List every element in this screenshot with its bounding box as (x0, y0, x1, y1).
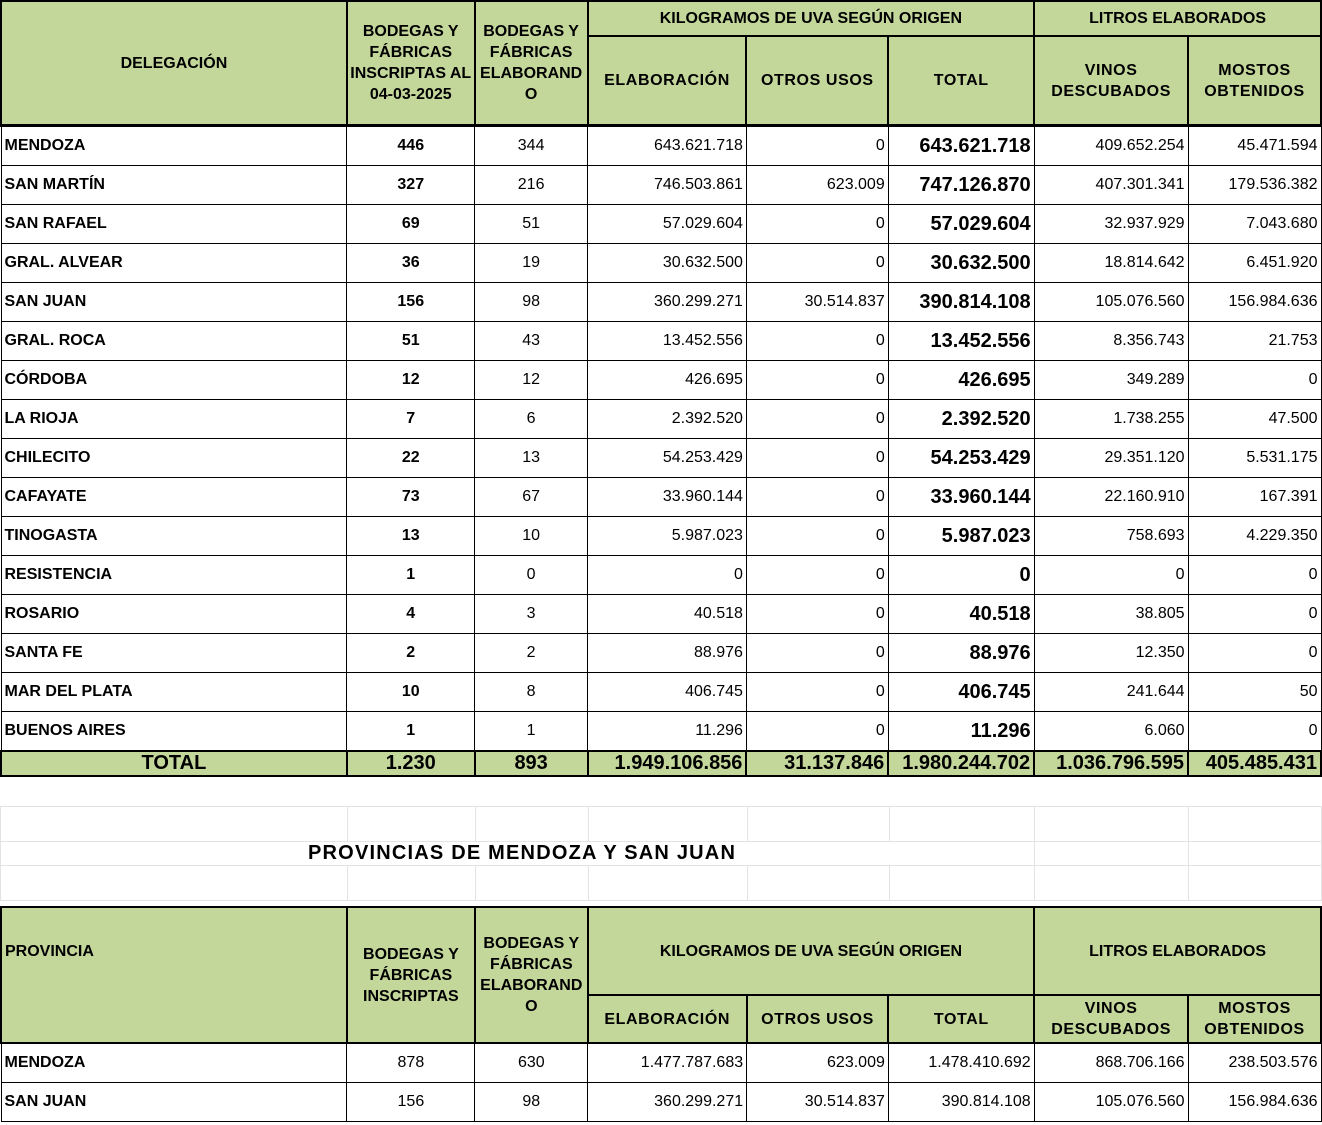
row-inscriptas: 10 (347, 673, 475, 712)
row-total: 13.452.556 (888, 322, 1034, 361)
header-elaborando: BODEGAS Y FÁBRICAS ELABORAND O (475, 1, 588, 126)
row-total: 1.478.410.692 (888, 1043, 1034, 1083)
row-total: 40.518 (888, 595, 1034, 634)
row-mostos: 0 (1188, 634, 1321, 673)
row-mostos: 45.471.594 (1188, 126, 1321, 166)
table-row (1, 478, 1321, 517)
row-inscriptas: 156 (347, 283, 475, 322)
header-elaboracion: ELABORACIÓN (588, 36, 747, 126)
row-otros: 0 (746, 361, 888, 400)
header-kg-group-2: KILOGRAMOS DE UVA SEGÚN ORIGEN (588, 907, 1034, 995)
row-name: ROSARIO (1, 595, 347, 634)
row-name: SAN JUAN (1, 283, 347, 322)
header-kg-group: KILOGRAMOS DE UVA SEGÚN ORIGEN (588, 1, 1035, 36)
table-row (1, 205, 1321, 244)
row-inscriptas: 73 (347, 478, 475, 517)
table-row (1, 634, 1321, 673)
row-vinos: 22.160.910 (1034, 478, 1188, 517)
header-inscriptas-2: BODEGAS Y FÁBRICAS INSCRIPTAS (347, 907, 475, 1043)
row-vinos: 409.652.254 (1034, 126, 1188, 166)
row-inscriptas: 36 (347, 244, 475, 283)
row-elaborando: 2 (475, 634, 588, 673)
row-elaborando: 98 (475, 1083, 588, 1122)
row-name: SANTA FE (1, 634, 347, 673)
row-elaboracion: 746.503.861 (588, 166, 747, 205)
row-vinos: 1.738.255 (1034, 400, 1188, 439)
row-total: 54.253.429 (888, 439, 1034, 478)
row-total: 33.960.144 (888, 478, 1034, 517)
row-otros: 30.514.837 (747, 1083, 889, 1122)
row-inscriptas: 69 (347, 205, 475, 244)
row-mostos: 47.500 (1188, 400, 1321, 439)
row-vinos: 0 (1034, 556, 1188, 595)
row-elaborando: 6 (475, 400, 588, 439)
row-name: BUENOS AIRES (1, 712, 347, 752)
row-otros: 0 (746, 556, 888, 595)
row-elaborando: 12 (475, 361, 588, 400)
row-elaboracion: 5.987.023 (588, 517, 747, 556)
row-name: SAN JUAN (1, 1083, 347, 1122)
row-inscriptas: 446 (347, 126, 475, 166)
row-otros: 623.009 (747, 1043, 889, 1083)
row-elaborando: 0 (475, 556, 588, 595)
row-otros: 30.514.837 (746, 283, 888, 322)
header-mostos: MOSTOS OBTENIDOS (1188, 36, 1321, 126)
row-mostos: 7.043.680 (1188, 205, 1321, 244)
row-name: MAR DEL PLATA (1, 673, 347, 712)
row-vinos: 407.301.341 (1034, 166, 1188, 205)
row-mostos: 50 (1188, 673, 1321, 712)
row-elaborando: 216 (475, 166, 588, 205)
row-otros: 0 (746, 244, 888, 283)
row-name: SAN RAFAEL (1, 205, 347, 244)
row-mostos: 0 (1188, 595, 1321, 634)
row-name: CHILECITO (1, 439, 347, 478)
row-elaboracion: 0 (588, 556, 747, 595)
header-otros-usos-2: OTROS USOS (747, 995, 889, 1043)
row-mostos: 0 (1188, 712, 1321, 752)
row-total: 390.814.108 (888, 283, 1034, 322)
row-elaboracion: 57.029.604 (588, 205, 747, 244)
row-elaborando: 10 (475, 517, 588, 556)
row-elaborando: 344 (475, 126, 588, 166)
provincias-table (0, 906, 1322, 1122)
row-mostos: 0 (1188, 556, 1321, 595)
row-name: GRAL. ALVEAR (1, 244, 347, 283)
table-row (1, 673, 1321, 712)
row-name: TINOGASTA (1, 517, 347, 556)
total-otros: 31.137.846 (746, 751, 888, 776)
header-otros-usos: OTROS USOS (746, 36, 888, 126)
row-mostos: 0 (1188, 361, 1321, 400)
row-mostos: 156.984.636 (1188, 1083, 1321, 1122)
row-elaboracion: 1.477.787.683 (588, 1043, 747, 1083)
row-otros: 0 (746, 439, 888, 478)
table-row (1, 322, 1321, 361)
row-total: 390.814.108 (888, 1083, 1034, 1122)
row-name: MENDOZA (1, 1043, 347, 1083)
row-vinos: 6.060 (1034, 712, 1188, 752)
row-name: MENDOZA (1, 126, 347, 166)
row-otros: 0 (746, 478, 888, 517)
row-mostos: 6.451.920 (1188, 244, 1321, 283)
row-inscriptas: 22 (347, 439, 475, 478)
row-otros: 0 (746, 634, 888, 673)
row-mostos: 238.503.576 (1188, 1043, 1321, 1083)
header-inscriptas: BODEGAS Y FÁBRICAS INSCRIPTAS AL 04-03-2025 (347, 1, 475, 126)
table-row (1, 556, 1321, 595)
row-name: SAN MARTÍN (1, 166, 347, 205)
delegaciones-body (1, 126, 1321, 752)
total-total: 1.980.244.702 (888, 751, 1034, 776)
row-elaborando: 8 (475, 673, 588, 712)
row-inscriptas: 1 (347, 712, 475, 752)
row-elaboracion: 33.960.144 (588, 478, 747, 517)
total-mostos: 405.485.431 (1188, 751, 1321, 776)
table-row (1, 712, 1321, 752)
row-name: CÓRDOBA (1, 361, 347, 400)
row-mostos: 179.536.382 (1188, 166, 1321, 205)
row-vinos: 18.814.642 (1034, 244, 1188, 283)
section-title: PROVINCIAS DE MENDOZA Y SAN JUAN (1, 842, 1035, 866)
row-elaboracion: 406.745 (588, 673, 747, 712)
row-otros: 0 (746, 673, 888, 712)
row-total: 30.632.500 (888, 244, 1034, 283)
row-vinos: 349.289 (1034, 361, 1188, 400)
row-mostos: 167.391 (1188, 478, 1321, 517)
row-elaboracion: 643.621.718 (588, 126, 747, 166)
header-delegacion: DELEGACIÓN (1, 1, 347, 126)
row-inscriptas: 13 (347, 517, 475, 556)
row-inscriptas: 7 (347, 400, 475, 439)
header-vinos: VINOS DESCUBADOS (1034, 36, 1188, 126)
row-vinos: 105.076.560 (1034, 1083, 1188, 1122)
row-elaboracion: 88.976 (588, 634, 747, 673)
total-vinos: 1.036.796.595 (1034, 751, 1188, 776)
row-inscriptas: 4 (347, 595, 475, 634)
row-name: CAFAYATE (1, 478, 347, 517)
table-row (1, 1043, 1321, 1083)
row-vinos: 868.706.166 (1034, 1043, 1188, 1083)
header-vinos-2: VINOS DESCUBADOS (1034, 995, 1188, 1043)
row-otros: 0 (746, 712, 888, 752)
row-inscriptas: 1 (347, 556, 475, 595)
row-total: 11.296 (888, 712, 1034, 752)
row-total: 747.126.870 (888, 166, 1034, 205)
row-inscriptas: 12 (347, 361, 475, 400)
row-otros: 0 (746, 400, 888, 439)
row-name: GRAL. ROCA (1, 322, 347, 361)
row-elaboracion: 360.299.271 (588, 1083, 747, 1122)
header-total-2: TOTAL (888, 995, 1034, 1043)
row-inscriptas: 156 (347, 1083, 475, 1122)
header-provincia: PROVINCIA (1, 907, 347, 1043)
row-total: 88.976 (888, 634, 1034, 673)
row-name: LA RIOJA (1, 400, 347, 439)
row-elaboracion: 2.392.520 (588, 400, 747, 439)
row-mostos: 156.984.636 (1188, 283, 1321, 322)
row-elaboracion: 13.452.556 (588, 322, 747, 361)
row-mostos: 5.531.175 (1188, 439, 1321, 478)
row-elaborando: 3 (475, 595, 588, 634)
row-total: 0 (888, 556, 1034, 595)
row-total: 5.987.023 (888, 517, 1034, 556)
row-elaboracion: 11.296 (588, 712, 747, 752)
row-elaboracion: 30.632.500 (588, 244, 747, 283)
row-mostos: 21.753 (1188, 322, 1321, 361)
section-gap (0, 806, 1322, 901)
row-elaborando: 43 (475, 322, 588, 361)
row-total: 57.029.604 (888, 205, 1034, 244)
total-row (1, 751, 1321, 776)
row-elaboracion: 426.695 (588, 361, 747, 400)
row-elaboracion: 40.518 (588, 595, 747, 634)
row-elaborando: 98 (475, 283, 588, 322)
table-row (1, 400, 1321, 439)
row-total: 426.695 (888, 361, 1034, 400)
table-row (1, 517, 1321, 556)
row-vinos: 29.351.120 (1034, 439, 1188, 478)
row-elaboracion: 360.299.271 (588, 283, 747, 322)
row-inscriptas: 2 (347, 634, 475, 673)
row-otros: 0 (746, 517, 888, 556)
row-elaborando: 1 (475, 712, 588, 752)
row-elaborando: 19 (475, 244, 588, 283)
table-row (1, 126, 1321, 166)
row-vinos: 32.937.929 (1034, 205, 1188, 244)
table-row (1, 166, 1321, 205)
row-otros: 0 (746, 126, 888, 166)
row-total: 2.392.520 (888, 400, 1034, 439)
row-mostos: 4.229.350 (1188, 517, 1321, 556)
table-row (1, 1083, 1321, 1122)
row-inscriptas: 51 (347, 322, 475, 361)
total-label: TOTAL (1, 751, 347, 776)
header-litros-group-2: LITROS ELABORADOS (1034, 907, 1321, 995)
table-row (1, 595, 1321, 634)
header-total: TOTAL (888, 36, 1034, 126)
row-vinos: 12.350 (1034, 634, 1188, 673)
row-otros: 0 (746, 205, 888, 244)
row-vinos: 8.356.743 (1034, 322, 1188, 361)
header-elaboracion-2: ELABORACIÓN (588, 995, 747, 1043)
total-elaborando: 893 (475, 751, 588, 776)
header-litros-group: LITROS ELABORADOS (1034, 1, 1321, 36)
table-row (1, 361, 1321, 400)
row-otros: 0 (746, 322, 888, 361)
row-otros: 623.009 (746, 166, 888, 205)
table-row (1, 283, 1321, 322)
row-vinos: 758.693 (1034, 517, 1188, 556)
row-inscriptas: 878 (347, 1043, 475, 1083)
total-elaboracion: 1.949.106.856 (588, 751, 747, 776)
row-elaborando: 67 (475, 478, 588, 517)
header-elaborando-2: BODEGAS Y FÁBRICAS ELABORAND O (475, 907, 588, 1043)
total-inscriptas: 1.230 (347, 751, 475, 776)
row-vinos: 38.805 (1034, 595, 1188, 634)
row-inscriptas: 327 (347, 166, 475, 205)
row-vinos: 241.644 (1034, 673, 1188, 712)
provincias-body (1, 1043, 1321, 1122)
row-otros: 0 (746, 595, 888, 634)
row-name: RESISTENCIA (1, 556, 347, 595)
row-total: 643.621.718 (888, 126, 1034, 166)
table-row (1, 439, 1321, 478)
row-elaborando: 630 (475, 1043, 588, 1083)
row-total: 406.745 (888, 673, 1034, 712)
row-elaborando: 51 (475, 205, 588, 244)
row-elaborando: 13 (475, 439, 588, 478)
table-row (1, 244, 1321, 283)
row-elaboracion: 54.253.429 (588, 439, 747, 478)
header-mostos-2: MOSTOS OBTENIDOS (1188, 995, 1321, 1043)
row-vinos: 105.076.560 (1034, 283, 1188, 322)
